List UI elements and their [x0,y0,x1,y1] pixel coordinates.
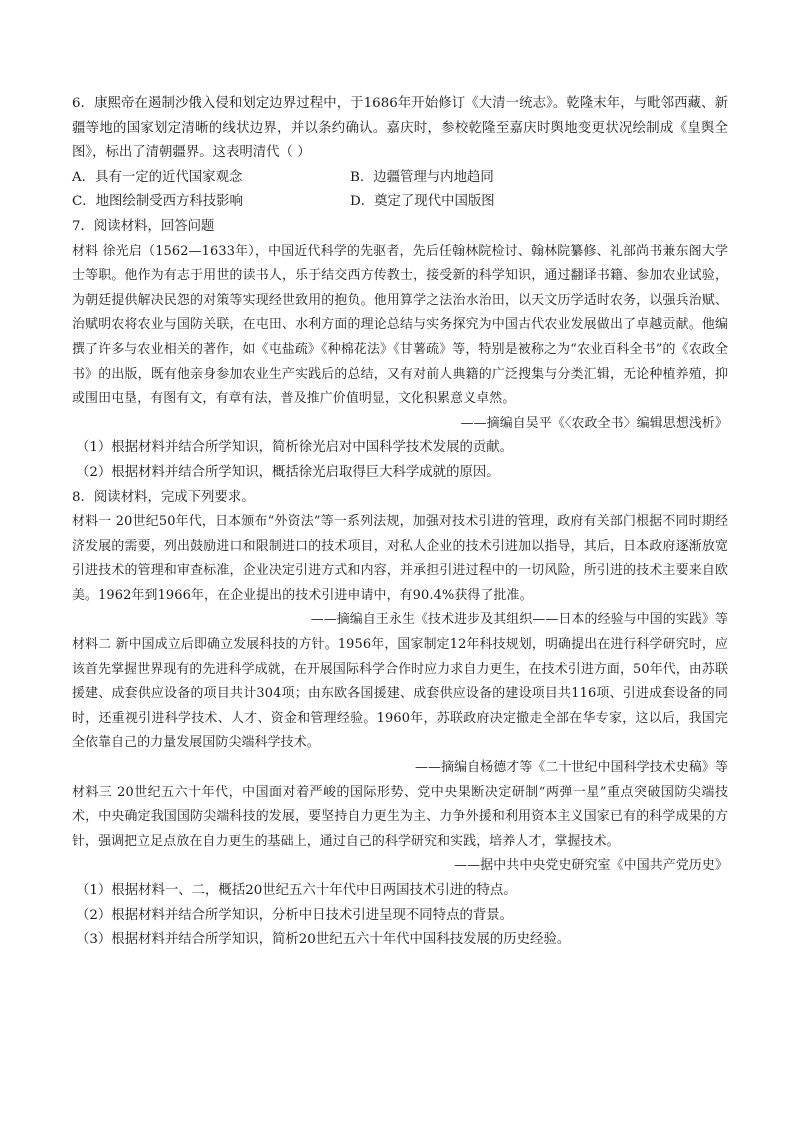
q8-material-3: 材料三 20世纪五六十年代，中国面对着严峻的国际形势、党中央果断决定研制“两弹一星”重点突破国防尖端技术，中央确定我国国防尖端科技的发展，要坚持自力更生为主、力争外援和利用资本主义国家已有的科学成果的方针，强调把立足点放在自力更生的基础上，通过自己的科学研究和实践，培养人才，掌握技术。 [72,784,728,849]
q6-stem: 6．康熙帝在遏制沙俄入侵和划定边界过程中，于1686年开始修订《大清一统志》。乾隆末年，与毗邻西藏、新疆等地的国家划定清晰的线状边界，并以条约确认。嘉庆时，参校乾隆至嘉庆时舆地变更状况绘制成《皇舆全图》，标出了清朝疆界。这表明清代（ ） [72,96,728,161]
q6-option-a: A．具有一定的近代国家观念 [72,169,243,185]
q7-question-2: （2）根据材料并结合所学知识，概括徐光启取得巨大科学成就的原因。 [76,464,500,480]
q8-title: 8．阅读材料，完成下列要求。 [72,489,255,505]
q7-title: 7．阅读材料，回答问题 [72,218,215,234]
q6-options [72,166,728,215]
q8-question-2: （2）根据材料并结合所学知识，分析中日技术引进呈现不同特点的背景。 [76,907,514,923]
exam-page [72,92,728,953]
q8-material-1-source: ——摘编自王永生《技术进步及其组织——日本的经验与中国的实践》等 [310,612,728,628]
q8-material-2-source: ——摘编自杨德才等《二十世纪中国科学技术史稿》等 [415,760,728,776]
q6-option-d: D．奠定了现代中国版图 [350,194,495,210]
q8-question-1: （1）根据材料一、二，概括20世纪五六十年代中日两国技术引进的特点。 [76,883,517,898]
q8-question-3: （3）根据材料并结合所学知识，简析20世纪五六十年代中国科技发展的历史经验。 [76,932,571,948]
q7-question-1: （1）根据材料并结合所学知识，简析徐光启对中国科学技术发展的贡献。 [76,440,514,456]
q8-material-2: 材料二 新中国成立后即确立发展科技的方针。1956年，国家制定12年科技规划，明确提出在进行科学研究时，应该首先掌握世界现有的先进科学成就，在开展国际科学合作时应力求自力更生，在技术引进方面，50年代，由苏联援建、成套供应设备的项目共计304项；由东欧各国援建、成套供应设备的建设项目共116项、引进成套设备的同时，还重视引进科学技术、人才、资金和管理经验。1960年，苏联政府决定撤走全部在华专家，这以后，我国完全依靠自己的力量发展国防尖端科学技术。 [72,637,728,751]
q7-material: 材料 徐光启（1562—1633年），中国近代科学的先驱者，先后任翰林院检讨、翰林院纂修、礼部尚书兼东阁大学士等职。他作为有志于用世的读书人，乐于结交西方传教士，接受新的科学知识，通过翻译书籍、参加农业试验，为朝廷提供解决民怨的对策等实现经世致用的抱负。他用算学之法治水治田，以天文历学适时农务，以强兵治赋、治赋明农将农业与国防关联，在屯田、水利方面的理论总结与实务探究为中国古代农业发展做出了卓越贡献。他编撰了许多与农业相关的著作，如《屯盐疏》《种棉花法》《甘薯疏》等，特别是被称之为“农业百科全书”的《农政全书》的出版，既有他亲身参加农业生产实践后的总结，又有对前人典籍的广泛搜集与分类汇辑，无论种植养殖，抑或围田屯垦，有图有文，有章有法，普及推广价值明显，文化积累意义卓然。 [72,243,728,407]
q8-material-1: 材料一 20世纪50年代，日本颁布“外资法”等一系列法规，加强对技术引进的管理，政府有关部门根据不同时期经济发展的需要，列出鼓励进口和限制进口的技术项目，对私人企业的技术引进加以指导，其后，日本政府逐渐放宽引进技术的管理和审查标准，企业决定引进方式和内容，并承担引进过程中的一切风险，所引进的技术主要来自欧美。1962年到1966年，在企业提出的技术引进申请中，有90.4%获得了批准。 [72,514,728,603]
q6-option-c: C．地图绘制受西方科技影响 [72,194,243,210]
q8-material-3-source: ——据中共中央党史研究室《中国共产党历史》 [454,858,728,874]
q6-option-b: B．边疆管理与内地趋同 [350,169,494,185]
q7-source: ——摘编自吴平《〈农政全书〉编辑思想浅析》 [460,415,728,431]
